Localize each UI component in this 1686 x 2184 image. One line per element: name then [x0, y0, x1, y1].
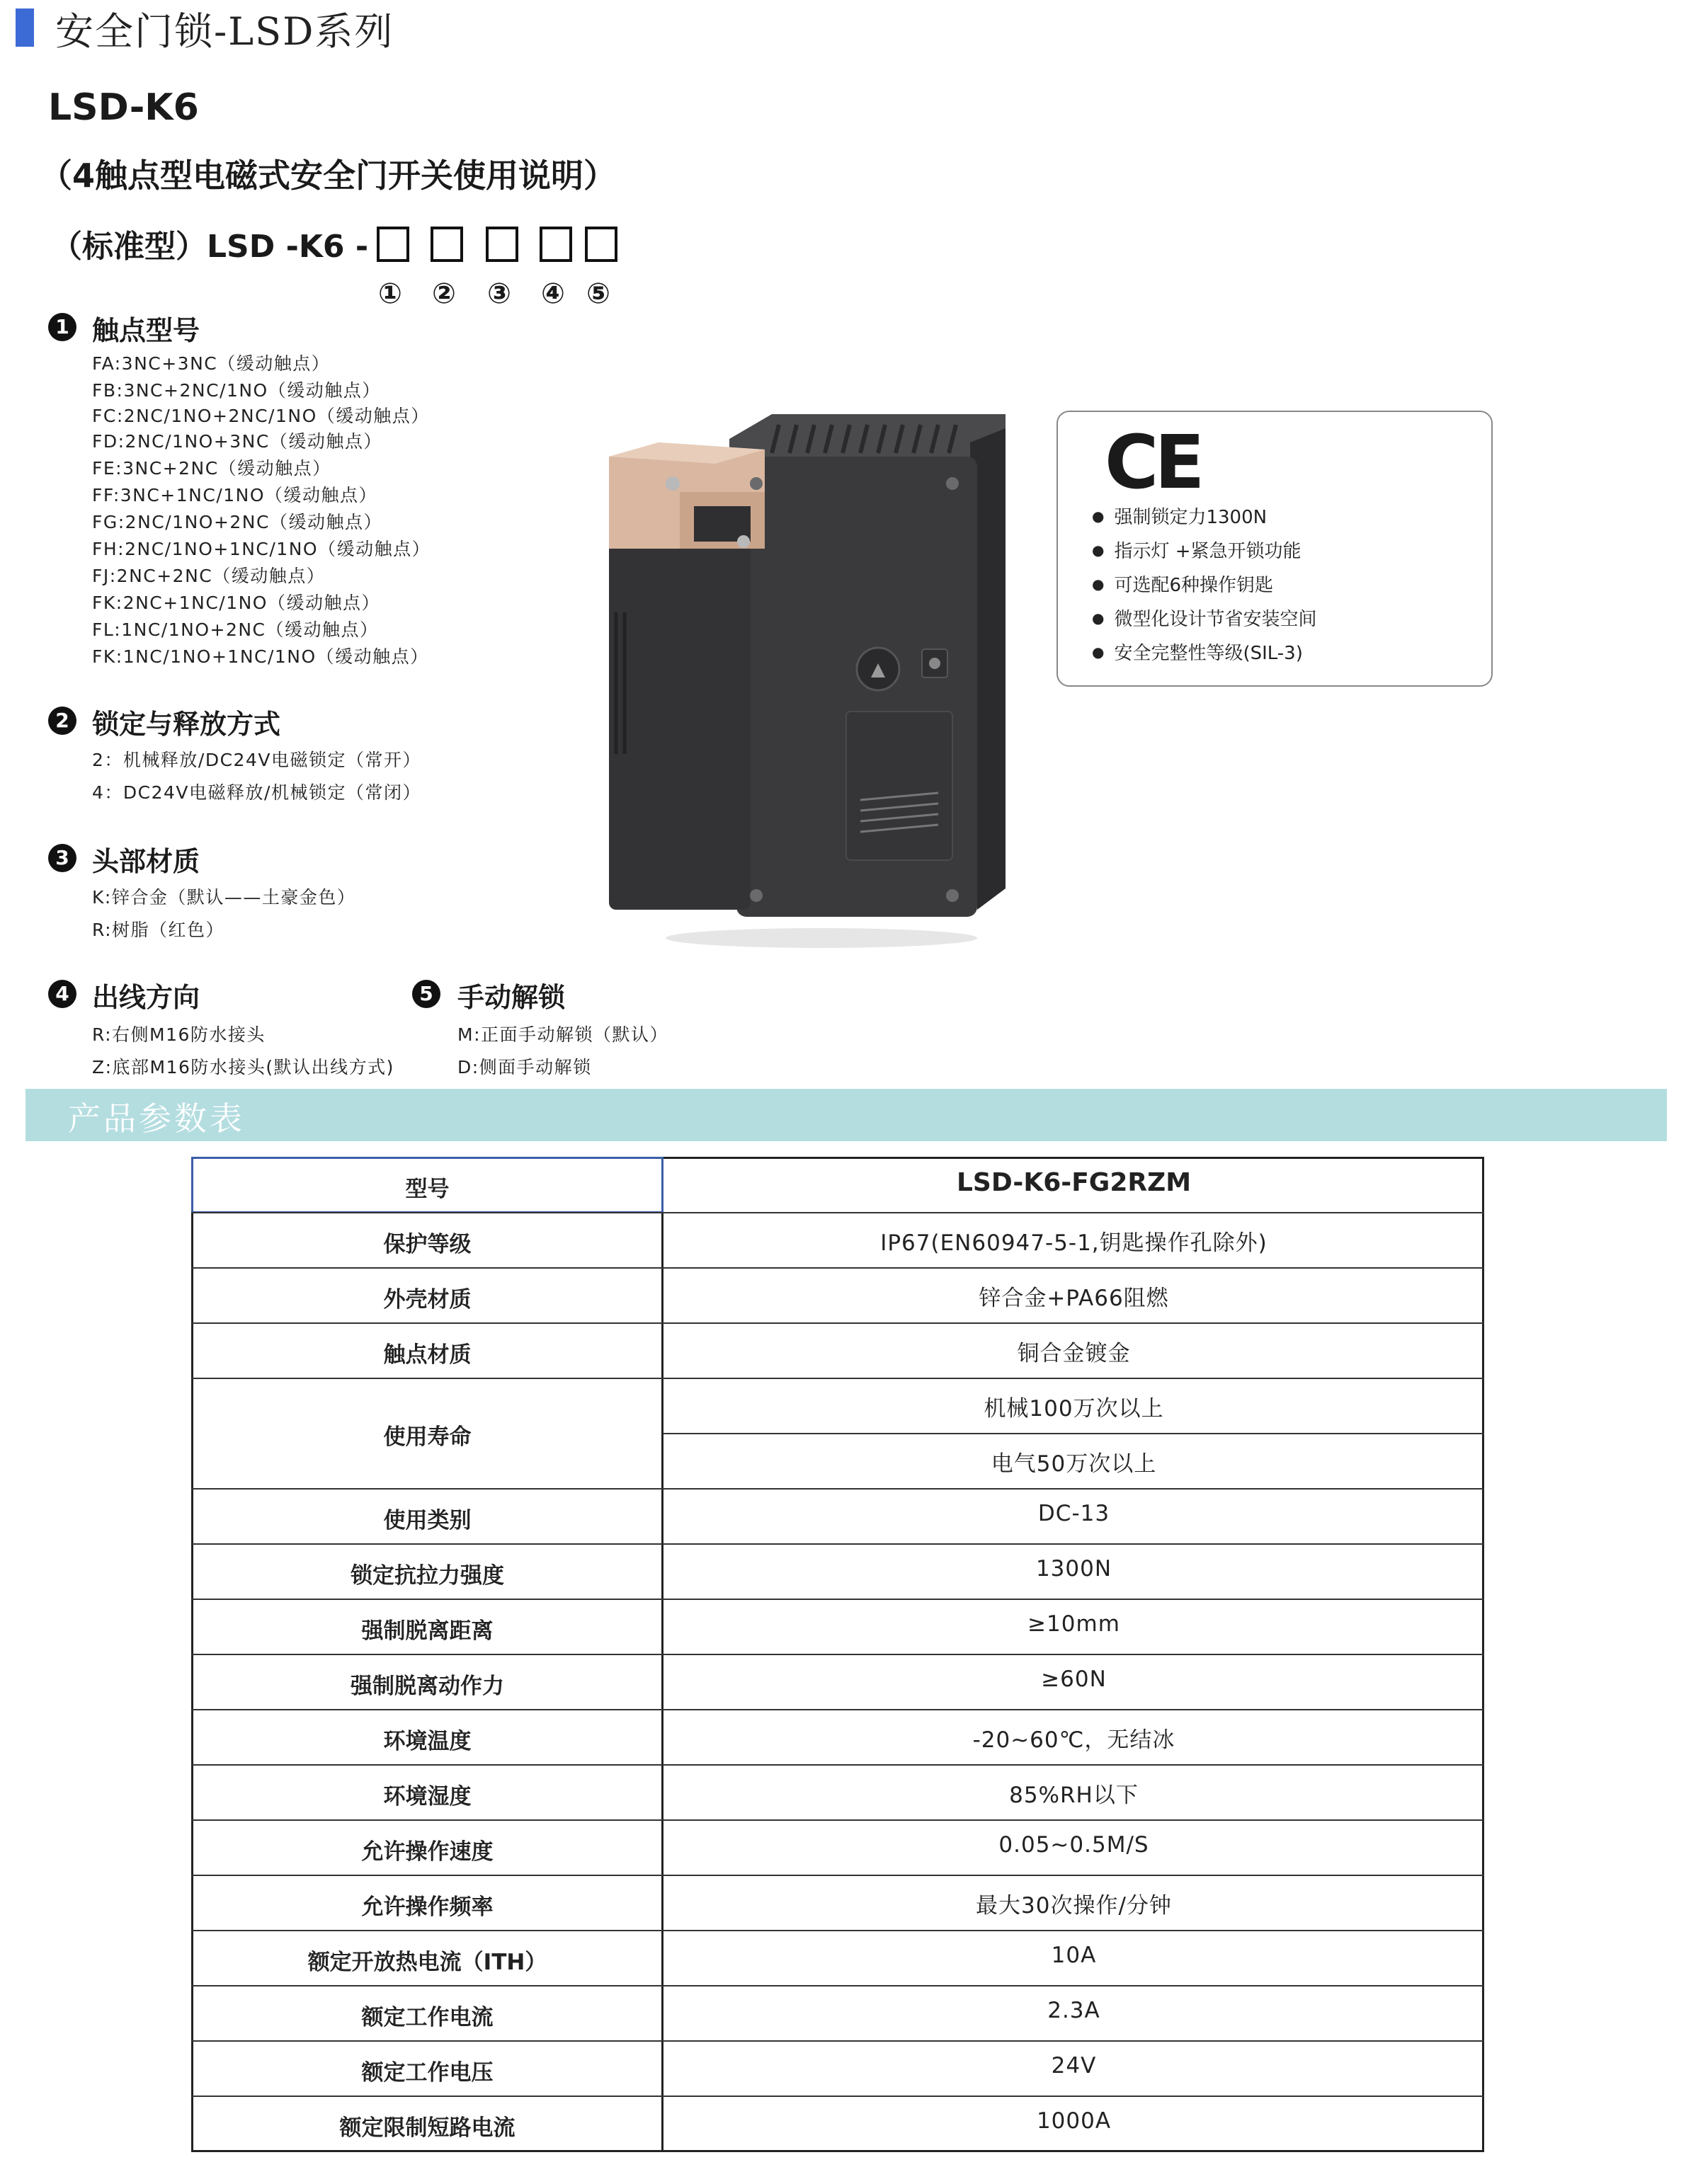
- table-row-line: [191, 1819, 1484, 1821]
- param-label: 额定工作电流: [361, 2005, 494, 2030]
- section-1-title: 触点型号: [92, 315, 200, 346]
- param-value: 最大30次操作/分钟: [976, 1893, 1172, 1919]
- code-number-3: ③: [487, 278, 511, 310]
- table-row-line: [191, 1267, 1484, 1269]
- manual-option: D:侧面手动解锁: [457, 1057, 592, 1077]
- lock-option: 4：DC24V电磁释放/机械锁定（常闭）: [92, 782, 421, 803]
- param-value: 2.3A: [1047, 1998, 1100, 2023]
- param-label: 锁定抗拉力强度: [351, 1563, 504, 1589]
- param-label: 额定工作电压: [361, 2060, 494, 2086]
- product-photo: [595, 400, 1020, 952]
- params-section-title: 产品参数表: [68, 1099, 245, 1138]
- section-4-bullet: 4: [48, 980, 76, 1008]
- contact-option: FD:2NC/1NO+3NC（缓动触点）: [92, 431, 382, 452]
- table-row-line: [191, 1764, 1484, 1766]
- table-row-line: [191, 1543, 1484, 1545]
- table-row-line: [191, 1599, 1484, 1600]
- table-row-line: [663, 1433, 1484, 1434]
- param-value: 铜合金镀金: [1017, 1341, 1131, 1366]
- param-value: 24V: [1051, 2053, 1097, 2079]
- param-value: 1000A: [1036, 2108, 1112, 2134]
- page-title: 安全门锁-LSD系列: [55, 9, 394, 54]
- document-subtitle: （4触点型电磁式安全门开关使用说明）: [40, 156, 617, 195]
- param-value: ≥60N: [1041, 1666, 1107, 1692]
- param-label: 环境温度: [383, 1729, 472, 1754]
- param-value: 10A: [1051, 1943, 1097, 1968]
- table-row-line: [191, 1985, 1484, 1986]
- code-number-5: ⑤: [586, 278, 610, 310]
- code-box-3: [486, 227, 518, 262]
- code-box-4: [540, 227, 572, 262]
- param-label: 保护等级: [383, 1232, 472, 1257]
- model-code-prefix: （标准型）LSD -K6 -: [51, 229, 369, 265]
- head-option: K:锌合金（默认——土豪金色）: [92, 887, 356, 908]
- table-row-line: [191, 2096, 1484, 2097]
- table-row-line: [191, 1378, 1484, 1379]
- feature-item: ● 安全完整性等级(SIL-3): [1092, 639, 1303, 665]
- param-value: 机械100万次以上: [984, 1396, 1164, 1422]
- table-header-label: 型号: [405, 1177, 450, 1202]
- section-4-title: 出线方向: [92, 982, 200, 1013]
- contact-option: FK:1NC/1NO+1NC/1NO（缓动触点）: [92, 646, 429, 667]
- param-label: 环境湿度: [383, 1784, 472, 1809]
- lock-option: 2：机械释放/DC24V电磁锁定（常开）: [92, 750, 421, 770]
- contact-option: FF:3NC+1NC/1NO（缓动触点）: [92, 485, 378, 505]
- table-row-line: [191, 1488, 1484, 1490]
- section-2-title: 锁定与释放方式: [92, 709, 281, 740]
- table-row-line: [191, 1322, 1484, 1324]
- contact-option: FE:3NC+2NC（缓动触点）: [92, 458, 331, 479]
- model-name: LSD-K6: [48, 86, 199, 129]
- head-option: R:树脂（红色）: [92, 920, 225, 940]
- ce-mark-logo: CE: [1105, 419, 1201, 505]
- param-value: IP67(EN60947-5-1,钥匙操作孔除外): [880, 1230, 1268, 1256]
- param-value: 1300N: [1035, 1556, 1112, 1582]
- feature-item: ● 微型化设计节省安装空间: [1092, 605, 1316, 631]
- contact-option: FJ:2NC+2NC（缓动触点）: [92, 566, 326, 586]
- contact-option: FC:2NC/1NO+2NC/1NO（缓动触点）: [92, 406, 430, 426]
- table-row-line: [191, 1930, 1484, 1931]
- table-header-model: LSD-K6-FG2RZM: [956, 1168, 1192, 1197]
- param-label: 额定限制短路电流: [339, 2115, 516, 2141]
- contact-option: FL:1NC/1NO+2NC（缓动触点）: [92, 619, 379, 640]
- code-number-2: ②: [432, 278, 456, 310]
- param-value: -20~60℃，无结冰: [972, 1727, 1175, 1753]
- param-value: 0.05~0.5M/S: [998, 1832, 1149, 1858]
- manual-option: M:正面手动解锁（默认）: [457, 1024, 668, 1045]
- table-row-line: [191, 1709, 1484, 1710]
- section-1-bullet: 1: [48, 313, 76, 341]
- param-value: 85%RH以下: [1009, 1783, 1139, 1808]
- param-label: 强制脱离动作力: [351, 1674, 504, 1699]
- param-label: 允许操作频率: [361, 1894, 494, 1920]
- code-number-4: ④: [541, 278, 565, 310]
- param-label: 使用类别: [383, 1508, 472, 1533]
- contact-option: FK:2NC+1NC/1NO（缓动触点）: [92, 593, 380, 613]
- feature-item: ● 指示灯 +紧急开锁功能: [1092, 537, 1301, 563]
- feature-item: ● 可选配6种操作钥匙: [1092, 571, 1273, 597]
- param-label: 允许操作速度: [361, 1839, 494, 1865]
- table-row-line: [191, 1875, 1484, 1876]
- section-3-bullet: 3: [48, 844, 76, 872]
- param-value: DC-13: [1037, 1501, 1110, 1526]
- section-5-bullet: 5: [412, 980, 440, 1008]
- param-value: 电气50万次以上: [991, 1451, 1157, 1477]
- section-2-bullet: 2: [48, 707, 76, 735]
- code-box-1: [377, 227, 409, 262]
- param-label: 强制脱离距离: [361, 1618, 494, 1644]
- param-label: 使用寿命: [383, 1424, 472, 1450]
- contact-option: FG:2NC/1NO+2NC（缓动触点）: [92, 512, 382, 532]
- code-number-1: ①: [378, 278, 402, 310]
- contact-option: FH:2NC/1NO+1NC/1NO（缓动触点）: [92, 539, 431, 559]
- contact-option: FB:3NC+2NC/1NO（缓动触点）: [92, 380, 381, 401]
- code-box-2: [431, 227, 463, 262]
- feature-item: ● 强制锁定力1300N: [1092, 503, 1267, 529]
- param-value: ≥10mm: [1027, 1611, 1120, 1637]
- table-row-line: [191, 1654, 1484, 1655]
- param-label: 额定开放热电流（ITH）: [307, 1950, 547, 1975]
- outlet-option: R:右侧M16防水接头: [92, 1024, 266, 1045]
- section-3-title: 头部材质: [92, 846, 200, 877]
- code-box-5: [585, 227, 617, 262]
- table-row-line: [191, 2040, 1484, 2042]
- header-accent-bar: [16, 8, 34, 47]
- params-section-band: [25, 1089, 1667, 1141]
- contact-option: FA:3NC+3NC（缓动触点）: [92, 353, 331, 374]
- table-row-line: [191, 1212, 1484, 1213]
- param-value: 锌合金+PA66阻燃: [979, 1286, 1169, 1311]
- section-5-title: 手动解锁: [457, 982, 566, 1013]
- param-label: 外壳材质: [383, 1287, 472, 1313]
- param-label: 触点材质: [383, 1342, 472, 1368]
- outlet-option: Z:底部M16防水接头(默认出线方式): [92, 1057, 394, 1077]
